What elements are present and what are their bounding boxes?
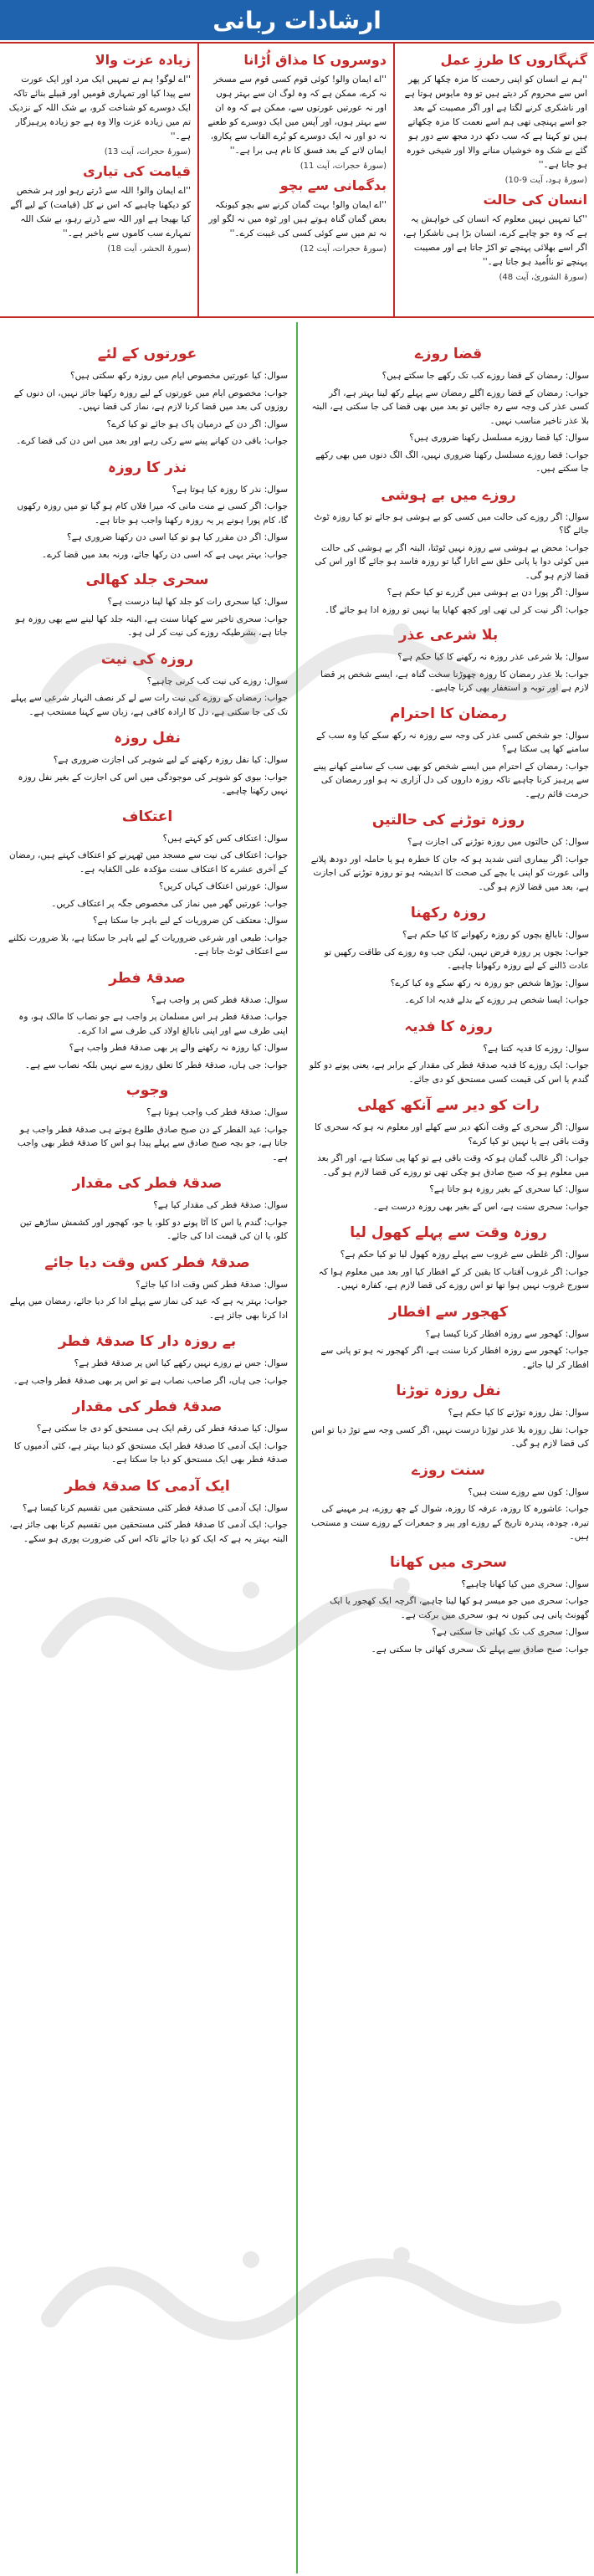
section-heading: قضا روزے	[414, 346, 483, 362]
qa-paragraph: جواب: اگر غروب آفتاب کا یقین کر کے افطار کیا اور بعد میں معلوم ہوا کہ سورج غروب نہیں ہوا تھا تو اس روزے کی قضا لازم ہے، کفارہ نہیں۔	[318, 1266, 589, 1291]
quote-reference: (سورۂ حجرات، آیت 11)	[300, 162, 387, 171]
section-heading: سنت روزے	[412, 1461, 485, 1479]
section-heading: صدقۂ فطر کی مقدار	[72, 1398, 223, 1415]
qa-paragraph: جواب: بیوی کو شوہر کی موجودگی میں اس کی اجازت کے بغیر نفل روزہ نہیں رکھنا چاہیے۔	[18, 772, 288, 796]
qa-section	[7, 650, 288, 720]
qa-paragraph: سوال: اعتکاف کس کو کہتے ہیں؟	[162, 833, 288, 844]
qa-paragraph: جواب: ایک آدمی کا صدقۂ فطر کئی مستحقین میں تقسیم کرنا بھی جائز ہے، البتہ بہتر یہ ہے کہ ایک کو دیا جائے تاکہ اس کی ضرورت پوری ہو سکے۔	[9, 1520, 288, 1544]
qa-section	[308, 1018, 589, 1087]
qa-paragraph: جواب: ایسا شخص ہر روزے کے بدلے فدیہ ادا کرے۔	[404, 995, 589, 1005]
qa-paragraph: سوال: صدقۂ فطر کس پر واجب ہے؟	[151, 994, 288, 1005]
quote-reference: (سورۂ حجرات، آیت 12)	[300, 244, 387, 254]
column-divider	[296, 322, 298, 2573]
quote-text: ''کیا تمہیں نہیں معلوم کہ انسان کی خواہش یہ ہے کہ وہ جو چاہے کرے، انسان بڑا ہی ناشکرا ہے، اگر اسے بھلائی پہنچے تو اکڑ جاتا ہے اور مصیبت پہنچے تو نااُمید ہو جاتا ہے۔''	[402, 214, 587, 267]
qa-paragraph: سوال: اگر غلطی سے غروب سے پہلے روزہ کھول لیا تو کیا حکم ہے؟	[340, 1250, 589, 1260]
qa-paragraph: سوال: کیا سحری کے بغیر روزہ ہو جاتا ہے؟	[429, 1184, 589, 1194]
qa-section	[308, 1554, 589, 1657]
quote-heading: انسان کی حالت	[483, 192, 587, 208]
quote-reference: (سورۂ ہود، آیت 9-10)	[504, 176, 587, 185]
qa-paragraph: سوال: نفل روزہ توڑنے کا کیا حکم ہے؟	[448, 1408, 589, 1418]
qa-paragraph: سوال: ایک آدمی کا صدقۂ فطر کئی مستحقین میں تقسیم کرنا کیسا ہے؟	[22, 1502, 288, 1513]
qa-column-left	[7, 335, 288, 2571]
qa-paragraph: سوال: اگر سحری کے وقت آنکھ دیر سے کھلے اور معلوم نہ ہو کہ سحری کا وقت باقی ہے یا نہیں تو کیا کرے؟	[314, 1122, 589, 1147]
section-heading: کھجور سے افطار	[388, 1303, 508, 1321]
qa-paragraph: سوال: اگر پورا دن بے ہوشی میں گزرے تو کیا حکم ہے؟	[387, 588, 589, 598]
qa-paragraph: جواب: مخصوص ایام میں عورتوں کے لیے روزہ رکھنا جائز نہیں، ان دنوں کے روزوں کی بعد میں قضا کرنا لازم ہے، نماز کی قضا نہیں۔	[13, 387, 288, 412]
qa-section	[308, 1303, 589, 1373]
qa-section	[7, 1174, 288, 1244]
qa-paragraph: سوال: صدقۂ فطر کس وقت ادا کیا جائے؟	[136, 1279, 288, 1290]
section-heading: بے روزہ دار کا صدقۂ فطر	[58, 1333, 237, 1350]
qa-paragraph: سوال: سحری میں کیا کھانا چاہیے؟	[461, 1578, 589, 1589]
qa-section	[308, 627, 589, 695]
page-title: ارشادات ربانی	[213, 6, 381, 34]
section-heading: صدقۂ فطر کی مقدار	[72, 1175, 223, 1192]
qa-section	[7, 1477, 288, 1547]
qa-section	[7, 969, 288, 1073]
qa-paragraph: جواب: عورتیں گھر میں نماز کی مخصوص جگہ پر اعتکاف کریں۔	[51, 898, 288, 909]
section-heading: روزہ وقت سے پہلے کھول لیا	[350, 1224, 547, 1241]
qa-paragraph: جواب: عید الفطر کے دن صبح صادق طلوع ہوتے ہی صدقۂ فطر واجب ہو جاتا ہے، جو بچہ صبح صادق سے پہلے پیدا ہو اس کا صدقۂ فطر بھی واجب ہے۔	[17, 1124, 288, 1162]
quote-text: ''اے ایمان والو! کوئی قوم کسی قوم سے مسخر نہ کرے، ممکن ہے کہ وہ لوگ ان سے بہتر ہوں اور نہ عورتیں عورتوں سے، ممکن ہے کہ وہ ان سے بہتر ہوں، اور آپس میں ایک دوسرے کو طعنے نہ دو اور نہ ایک دوسرے کو بُرے القاب سے پکارو، ایمان لانے کے بعد فسق کا نام ہی برا ہے۔''	[207, 74, 387, 156]
qa-paragraph: سوال: عورتیں اعتکاف کہاں کریں؟	[158, 881, 288, 891]
qa-section	[308, 486, 589, 618]
qa-section	[308, 345, 589, 476]
qa-paragraph: جواب: ایک روزے کا فدیہ صدقۂ فطر کی مقدار کے برابر ہے، یعنی پونے دو کلو گندم یا اس کی قیمت کسی مستحق کو دی جائے۔	[309, 1060, 589, 1085]
qa-paragraph: سوال: روزے کا فدیہ کتنا ہے؟	[483, 1043, 589, 1054]
qa-paragraph: جواب: طبعی اور شرعی ضروریات کے لیے باہر جا سکتا ہے، بلا ضرورت نکلنے سے اعتکاف ٹوٹ جاتا ہے۔	[8, 932, 288, 957]
quote-reference: (سورۂ حجرات، آیت 13)	[104, 147, 191, 157]
qa-paragraph: جواب: اگر کسی نے منت مانی کہ میرا فلاں کام ہو گیا تو میں روزہ رکھوں گا، کام پورا ہونے پر یہ روزہ رکھنا واجب ہو جاتا ہے۔	[17, 501, 288, 526]
qa-paragraph: سوال: کیا روزہ نہ رکھنے والے پر بھی صدقۂ فطر واجب ہے؟	[69, 1043, 288, 1053]
qa-paragraph: سوال: اگر دن مقرر کیا ہو تو کیا اسی دن رکھنا ضروری ہے؟	[67, 532, 288, 542]
qa-paragraph: سوال: صدقۂ فطر کب واجب ہوتا ہے؟	[146, 1107, 288, 1117]
qa-paragraph: جواب: رمضان کے احترام میں ایسے شخص کو بھی سب کے سامنے کھانے پینے سے پرہیز کرنا چاہیے تاکہ روزہ داروں کی دل آزاری نہ ہو اور رمضان کی حرمت قائم رہے۔	[313, 761, 589, 799]
qa-paragraph: جواب: عاشورہ کا روزہ، عرفہ کا روزہ، شوال کے چھ روزے، ہر مہینے کی تیرہ، چودہ، پندرہ تاریخ کے روزے اور پیر و جمعرات کے روزے سنت و مستحب ہیں۔	[311, 1504, 589, 1542]
qa-paragraph: جواب: اگر نیت کر لی تھی اور کچھ کھایا پیا نہیں تو روزہ ادا ہو جائے گا۔	[324, 604, 589, 615]
section-heading: رات کو دیر سے آنکھ کھلی	[357, 1097, 540, 1114]
qa-paragraph: جواب: ایک آدمی کا صدقۂ فطر ایک مستحق کو دینا بہتر ہے، کئی آدمیوں کا صدقۂ فطر بھی ایک مستحق کو دیا جا سکتا ہے۔	[13, 1440, 288, 1465]
qa-section	[7, 1082, 288, 1164]
qa-paragraph: سوال: اگر دن کے درمیان پاک ہو جائے تو کیا کرے؟	[106, 418, 288, 429]
qa-paragraph: سوال: کیا نفل روزہ رکھنے کے لیے شوہر کی اجازت ضروری ہے؟	[53, 755, 288, 765]
qa-section	[7, 729, 288, 798]
qa-section	[308, 811, 589, 894]
qa-paragraph: سوال: سحری کب تک کھائی جا سکتی ہے؟	[432, 1627, 589, 1637]
qa-paragraph: جواب: بچوں پر روزہ فرض نہیں، لیکن جب وہ روزے کی طاقت رکھیں تو عادت ڈالنے کے لیے روزہ رکھوانا چاہیے۔	[324, 947, 589, 971]
qa-paragraph: جواب: بلا عذر رمضان کا روزہ چھوڑنا سخت گناہ ہے، ایسے شخص پر قضا لازم ہے اور توبہ و استغفار بھی کرنا چاہیے۔	[320, 669, 589, 693]
qa-paragraph: سوال: بلا شرعی عذر روزہ نہ رکھنے کا کیا حکم ہے؟	[397, 652, 589, 662]
section-heading: عورتوں کے لئے	[97, 346, 197, 362]
qa-paragraph: سوال: نذر کا روزہ کیا ہوتا ہے؟	[172, 484, 288, 495]
qa-paragraph: جواب: باقی دن کھانے پینے سے رکی رہے اور بعد میں اس دن کی قضا کرے۔	[16, 436, 288, 446]
qa-paragraph: سوال: نابالغ بچوں کو روزہ رکھوانے کا کیا حکم ہے؟	[402, 930, 589, 940]
qa-paragraph: سوال: معتکف کن ضروریات کے لیے باہر جا سکتا ہے؟	[93, 916, 288, 926]
qa-paragraph: جواب: گندم یا اس کا آٹا پونے دو کلو، یا جو، کھجور اور کشمش ساڑھے تین کلو، یا ان کی قیمت ادا کی جائے۔	[19, 1217, 288, 1241]
quote-reference: (سورۂ الحشر، آیت 18)	[107, 244, 191, 254]
quran-quotes-box	[0, 42, 594, 318]
quote-heading: قیامت کی تیاری	[83, 163, 191, 179]
quote-text: ''ہم نے انسان کو اپنی رحمت کا مزہ چکھا کر پھر اس سے محروم کر دیتے ہیں تو وہ مایوس ہوتا ہے اور ناشکری کرنے لگتا ہے اور اگر مصیبت کے بعد جو اسے پہنچی تھی ہم اسے نعمت کا مزہ چکھاتے ہیں تو کہتا ہے کہ سب دکھ درد مجھ سے دور ہو گئے بے شک وہ خوشیاں منانے والا اور شیخی خورہ ہو جاتا ہے۔''	[404, 74, 587, 170]
quote-text: ''اے ایمان والو! بہت گمان کرنے سے بچو کیونکہ بعض گمان گناہ ہوتے ہیں اور ٹوہ میں نہ لگو اور نہ تم میں سے کوئی کسی کی غیبت کرے۔''	[208, 200, 387, 239]
quote-column-right	[395, 44, 594, 316]
qa-paragraph: جواب: جی ہاں، اگر صاحب نصاب ہے تو اس پر بھی صدقۂ فطر واجب ہے۔	[13, 1375, 288, 1386]
qa-paragraph: جواب: سحری تاخیر سے کھانا سنت ہے، البتہ جلد کھا لینے سے بھی روزہ ہو جاتا ہے، بشرطیکہ روزے کی نیت کر لی ہو۔	[15, 613, 288, 638]
quote-column-middle	[197, 44, 395, 316]
qa-paragraph: سوال: جو شخص کسی عذر کی وجہ سے روزہ نہ رکھ سکے کیا وہ سب کے سامنے کھا پی سکتا ہے؟	[316, 730, 589, 754]
section-heading: صدقۂ فطر کس وقت دیا جائے	[44, 1254, 250, 1271]
section-heading: روزہ کا فدیہ	[404, 1018, 493, 1035]
qa-paragraph: جواب: صبح صادق سے پہلے تک سحری کھائی جا سکتی ہے۔	[371, 1644, 589, 1655]
page-banner	[0, 0, 594, 40]
qa-section	[308, 904, 589, 1008]
qa-column-right	[308, 335, 589, 2571]
section-heading: سحری میں کھانا	[390, 1553, 507, 1571]
qa-paragraph: جواب: اگر غالب گمان ہو کہ وقت باقی ہے تو کھا پی سکتا ہے، اور اگر بعد میں معلوم ہو کہ صبح صادق ہو چکی تھی تو روزے کی قضا لازم ہو گی۔	[317, 1153, 589, 1178]
quote-heading: زیادہ عزت والا	[95, 52, 191, 68]
qa-paragraph: سوال: صدقۂ فطر کی مقدار کیا ہے؟	[153, 1200, 288, 1210]
section-heading: صدقۂ فطر	[109, 969, 186, 987]
qa-section	[308, 706, 589, 802]
qa-paragraph: سوال: رمضان کے قضا روزے کب تک رکھے جا سکتے ہیں؟	[381, 371, 589, 381]
section-heading: روزہ رکھنا	[410, 905, 487, 921]
qa-paragraph: جواب: محض بے ہوشی سے روزہ نہیں ٹوٹتا، البتہ اگر بے ہوشی کی حالت میں کوئی دوا یا پانی حلق سے اتارا گیا تو روزہ فاسد ہو جائے گا اور اس کی قضا لازم ہو گی۔	[315, 542, 589, 581]
qa-paragraph: سوال: جس نے روزے نہیں رکھے کیا اس پر صدقۂ فطر ہے؟	[74, 1358, 288, 1368]
qa-paragraph: جواب: اگر بیماری اتنی شدید ہو کہ جان کا خطرہ ہو یا حاملہ اور دودھ پلانے والی عورت کو اپنی یا بچے کی صحت کا اندیشہ ہو تو روزہ توڑنے کی اجازت ہے، بعد میں قضا لازم ہو گی۔	[310, 854, 589, 892]
section-heading: نذر کا روزہ	[107, 459, 187, 476]
qa-paragraph: سوال: روزے کی نیت کب کرنی چاہیے؟	[146, 675, 288, 686]
qa-paragraph: سوال: کیا عورتیں مخصوص ایام میں روزہ رکھ سکتی ہیں؟	[70, 371, 288, 381]
qa-section	[7, 1254, 288, 1323]
qa-paragraph: جواب: بہتر یہی ہے کہ اسی دن رکھا جائے، ورنہ بعد میں قضا کرے۔	[42, 549, 288, 560]
section-heading: نفل روزہ	[114, 730, 181, 747]
qa-paragraph: جواب: صدقۂ فطر ہر اس مسلمان پر واجب ہے جو نصاب کا مالک ہو، وہ اپنی طرف سے اور اپنی نابالغ اولاد کی طرف سے ادا کرے۔	[18, 1012, 288, 1036]
qa-paragraph: سوال: کن حالتوں میں روزہ توڑنے کی اجازت ہے؟	[407, 837, 589, 847]
quote-heading: گنہگاروں کا طرزِ عمل	[440, 52, 587, 68]
quote-reference: (سورۂ الشوریٰ، آیت 48)	[499, 273, 587, 282]
section-heading: روزہ کی نیت	[100, 650, 194, 668]
section-heading: ایک آدمی کا صدقۂ فطر	[64, 1477, 230, 1495]
quote-text: ''اے ایمان والو! اللہ سے ڈرتے رہو اور ہر شخص کو دیکھنا چاہیے کہ اس نے کل (قیامت) کے لیے آگے کیا بھیجا ہے اور اللہ سے ڈرتے رہو، بے شک اللہ تمہارے سب کاموں سے باخبر ہے۔''	[10, 186, 191, 239]
quote-heading: دوسروں کا مذاق اُڑانا	[243, 52, 387, 68]
section-heading: بلا شرعی عذر	[398, 627, 499, 644]
qa-section	[308, 1224, 589, 1293]
qa-paragraph: جواب: نفل روزہ بلا عذر توڑنا درست نہیں، اگر کسی وجہ سے توڑ دیا تو اس کی قضا لازم ہو گی۔	[311, 1424, 589, 1449]
qa-section	[7, 459, 288, 562]
section-heading: نفل روزہ توڑنا	[396, 1383, 501, 1399]
quote-heading: بدگمانی سے بچو	[279, 177, 387, 193]
qa-paragraph: سوال: اگر روزے کی حالت میں کسی کو بے ہوشی ہو جائے تو کیا روزہ ٹوٹ جائے گا؟	[314, 511, 589, 536]
quote-column-left	[0, 44, 197, 316]
qa-paragraph: جواب: کھجور سے روزہ افطار کرنا سنت ہے، اگر کھجور نہ ہو تو پانی سے افطار کر لیا جائے۔	[320, 1346, 589, 1370]
qa-section	[7, 808, 288, 959]
qa-section	[308, 1461, 589, 1544]
qa-paragraph: جواب: اعتکاف کی نیت سے مسجد میں ٹھہرنے کو اعتکاف کہتے ہیں، رمضان کے آخری عشرے کا اعتکاف سنت مؤکدہ علی الکفایہ ہے۔	[8, 850, 288, 875]
qa-paragraph: سوال: کیا قضا روزے مسلسل رکھنا ضروری ہیں؟	[409, 433, 589, 443]
qa-section	[308, 1382, 589, 1451]
qa-section	[7, 1332, 288, 1388]
qa-paragraph: سوال: کیا صدقۂ فطر کی رقم ایک ہی مستحق کو دی جا سکتی ہے؟	[36, 1424, 288, 1434]
section-heading: وجوب	[125, 1082, 169, 1099]
qa-section	[7, 572, 288, 640]
qa-paragraph: جواب: رمضان کے روزے کی نیت رات سے لے کر نصف النہار شرعی سے پہلے تک کی جا سکتی ہے، دل کا ارادہ کافی ہے، زبان سے کہنا مستحب ہے۔	[10, 693, 288, 717]
qa-section	[308, 1096, 589, 1214]
qa-paragraph: سوال: کھجور سے روزہ افطار کرنا کیسا ہے؟	[425, 1328, 589, 1339]
qa-paragraph: سوال: بوڑھا شخص جو روزہ نہ رکھ سکے وہ کیا کرے؟	[390, 978, 589, 988]
qa-paragraph: جواب: سحری میں جو میسر ہو کھا لینا چاہیے، اگرچہ ایک کھجور یا ایک گھونٹ پانی ہی کیوں نہ ہو، سحری میں برکت ہے۔	[330, 1596, 589, 1620]
section-heading: رمضان کا احترام	[390, 705, 507, 722]
section-heading: اعتکاف	[121, 808, 173, 825]
qa-paragraph: جواب: قضا روزے مسلسل رکھنا ضروری نہیں، الگ الگ دنوں میں بھی رکھے جا سکتے ہیں۔	[315, 449, 589, 474]
qa-paragraph: سوال: کیا سحری رات کو جلد کھا لینا درست ہے؟	[107, 597, 288, 607]
qa-section	[7, 1398, 288, 1467]
section-heading: روزے میں بے ہوشی	[381, 486, 516, 504]
qa-paragraph: جواب: سحری سنت ہے، اس کے بغیر بھی روزہ درست ہے۔	[372, 1201, 589, 1212]
quote-text: ''اے لوگو! ہم نے تمہیں ایک مرد اور ایک عورت سے پیدا کیا اور تمہاری قومیں اور قبیلے بنائے تاکہ ایک دوسرے کو شناخت کرو، بے شک اللہ کے نزدیک تم میں زیادہ عزت والا وہ ہے جو زیادہ پرہیزگار ہے۔''	[8, 74, 191, 141]
section-heading: روزہ توڑنے کی حالتیں	[371, 812, 525, 829]
qa-paragraph: جواب: جی ہاں، صدقۂ فطر کا تعلق روزے سے نہیں بلکہ نصاب سے ہے۔	[24, 1060, 288, 1070]
qa-paragraph: جواب: بہتر یہ ہے کہ عید کی نماز سے پہلے ادا کر دیا جائے، رمضان میں پہلے ادا کرنا بھی جائز ہے۔	[9, 1296, 288, 1321]
qa-paragraph: سوال: کون سے روزے سنت ہیں؟	[468, 1486, 589, 1497]
qa-paragraph: جواب: رمضان کے قضا روزے اگلے رمضان سے پہلے رکھ لینا بہتر ہے، اگر کسی عذر کی وجہ سے رہ جائیں تو بعد میں بھی قضا کی جا سکتی ہے، البتہ بلا عذر تاخیر مناسب نہیں۔	[311, 387, 589, 426]
section-heading: سحری جلد کھالی	[85, 572, 209, 588]
qa-section	[7, 345, 288, 449]
